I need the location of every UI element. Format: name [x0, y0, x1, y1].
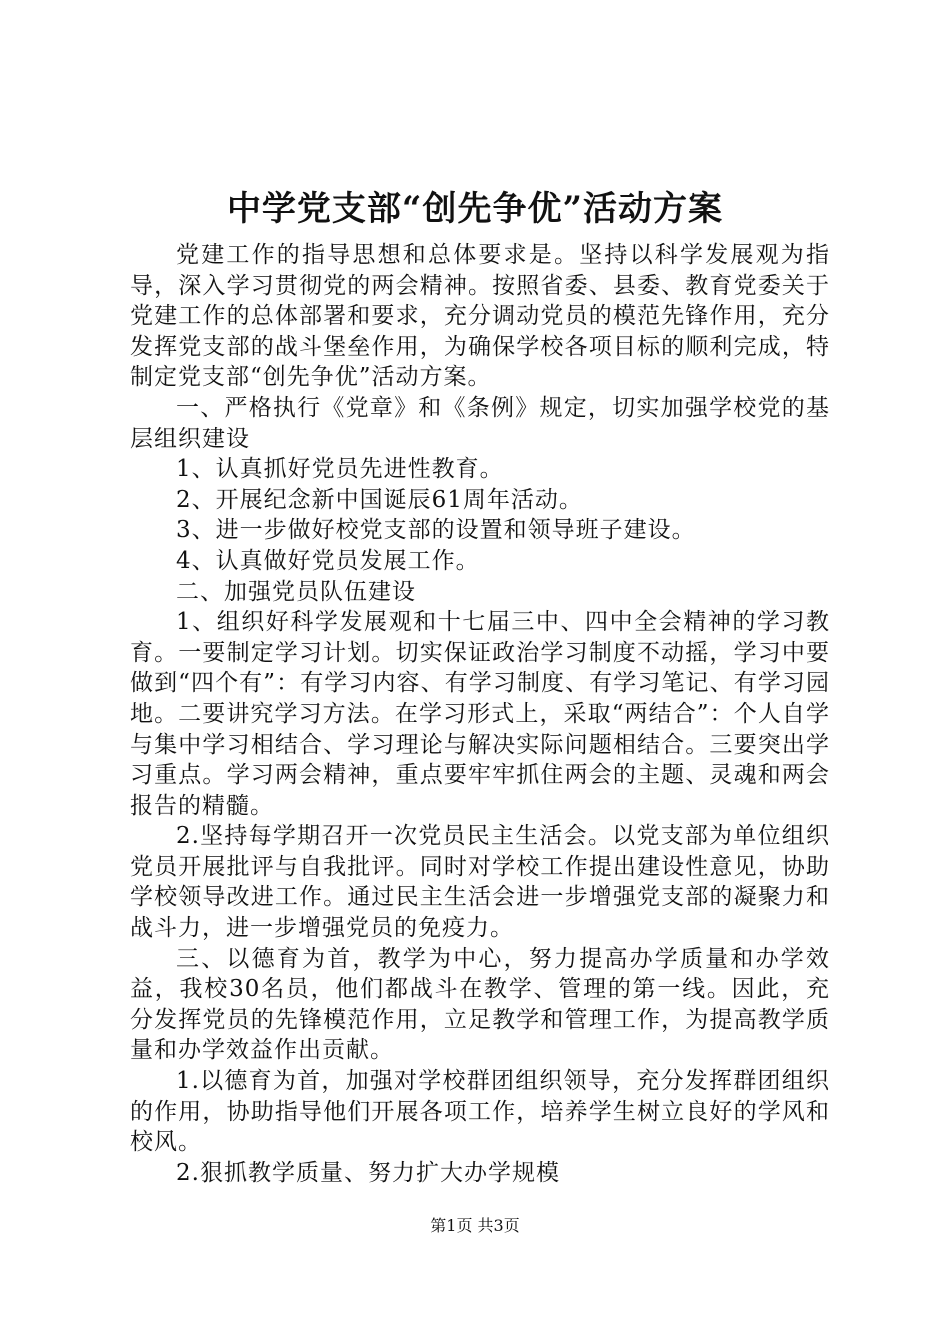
paragraph-item-1-1: 1、认真抓好党员先进性教育。 [176, 456, 504, 483]
paragraph-section-2-heading: 二、加强党员队伍建设 [176, 578, 416, 605]
paragraph-item-2-1: 1、组织好科学发展观和十七届三中、四中全会精神的学习教育。一要制定学习计划。切实保证政治学习制度不动摇，学习中要做到“四个有”：有学习内容、有学习制度、有学习笔记、有学习园地。二要讲究学习方法。在学习形式上，采取“两结合”：个人自学与集中学习相结合、学习理论与解决实际问题相结合。三要突出学习重点。学习两会精神，重点要牢牢抓住两会的主题、灵魂和两会报告的精髓。 [130, 609, 830, 819]
document-body [130, 240, 830, 1188]
paragraph-section-3: 三、以德育为首，教学为中心，努力提高办学质量和办学效益，我校30名员，他们都战斗在教学、管理的第一线。因此，充分发挥党员的先锋模范作用，立足教学和管理工作，为提高教学质量和办学效益作出贡献。 [130, 945, 830, 1064]
paragraph-item-3-2: 2.狠抓教学质量、努力扩大办学规模 [176, 1159, 560, 1186]
page-footer: 第1页 共3页 [430, 1216, 520, 1235]
document-title: 中学党支部“创先争优”活动方案 [226, 189, 724, 229]
paragraph-item-3-1: 1.以德育为首，加强对学校群团组织领导，充分发挥群团组织的作用，协助指导他们开展各项工作，培养学生树立良好的学风和校风。 [130, 1068, 830, 1156]
paragraph-intro: 党建工作的指导思想和总体要求是。坚持以科学发展观为指导，深入学习贯彻党的两会精神。按照省委、县委、教育党委关于党建工作的总体部署和要求，充分调动党员的模范先锋作用，充分发挥党支部的战斗堡垒作用，为确保学校各项目标的顺利完成，特制定党支部“创先争优”活动方案。 [130, 242, 830, 391]
paragraph-item-1-4: 4、认真做好党员发展工作。 [176, 547, 480, 574]
paragraph-section-1-heading: 一、严格执行《党章》和《条例》规定，切实加强学校党的基层组织建设 [130, 394, 830, 452]
paragraph-item-2-2: 2.坚持每学期召开一次党员民主生活会。以党支部为单位组织党员开展批评与自我批评。同时对学校工作提出建设性意见，协助学校领导改进工作。通过民主生活会进一步增强党支部的凝聚力和战斗力，进一步增强党员的免疫力。 [130, 823, 830, 942]
paragraph-item-1-2: 2、开展纪念新中国诞辰61周年活动。 [176, 486, 583, 513]
paragraph-item-1-3: 3、进一步做好校党支部的设置和领导班子建设。 [176, 517, 696, 544]
